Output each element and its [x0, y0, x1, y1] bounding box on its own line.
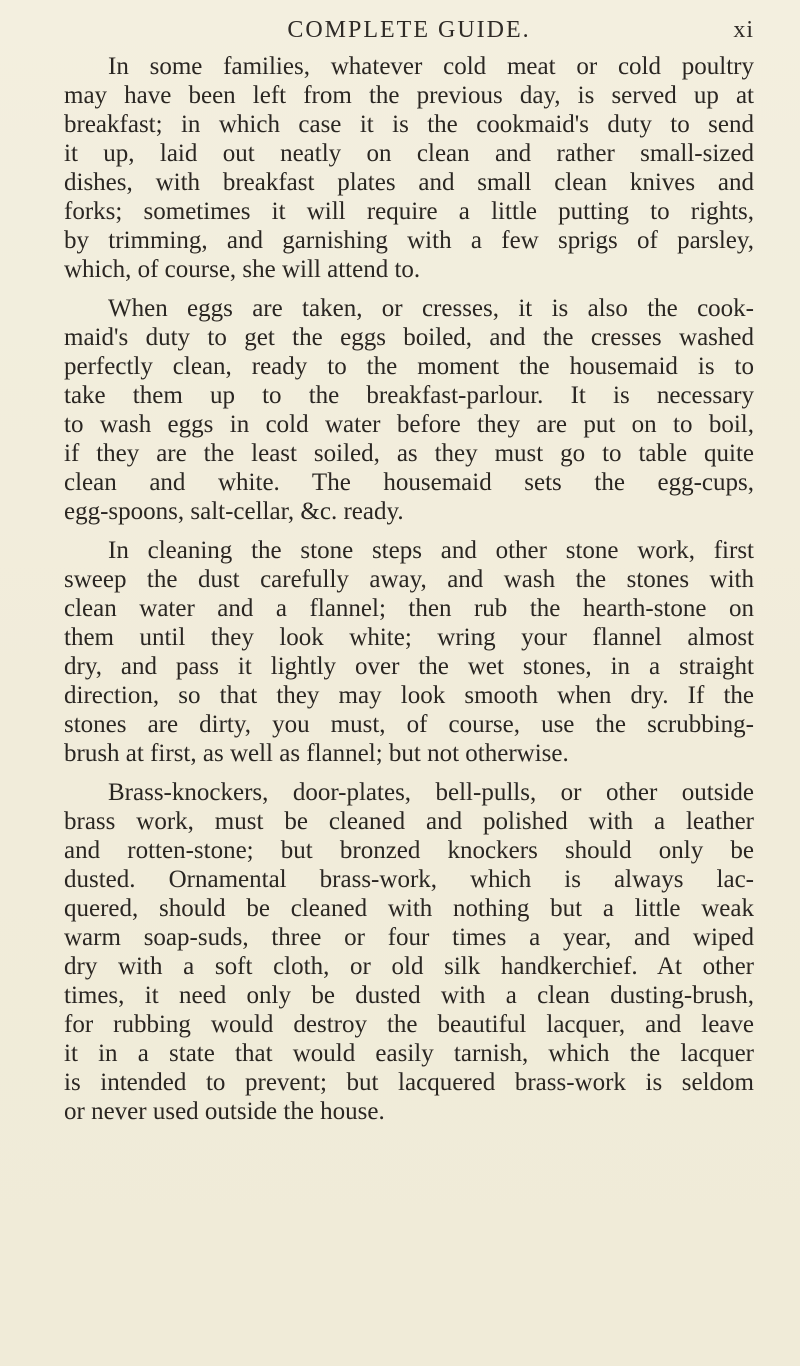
paragraph-eggs-cresses: [64, 294, 754, 526]
text-line: perfectly clean, ready to the moment the housemaid is to: [64, 353, 754, 380]
text-line: clean and white. The housemaid sets the egg-cups,: [64, 469, 754, 496]
paragraph-brass-work: [64, 778, 754, 1126]
text-line: breakfast; in which case it is the cookmaid's duty to send: [64, 111, 754, 138]
text-line: When eggs are taken, or cresses, it is also the cook-: [108, 295, 754, 322]
text-line: by trimming, and garnishing with a few sprigs of parsley,: [64, 227, 754, 254]
text-line: dry with a soft cloth, or old silk handkerchief. At other: [64, 953, 754, 980]
text-line: if they are the least soiled, as they must go to table quite: [64, 440, 754, 467]
text-body: [64, 52, 754, 1136]
text-line: it in a state that would easily tarnish, which the lacquer: [64, 1040, 754, 1067]
text-line: brass work, must be cleaned and polished with a leather: [64, 808, 754, 835]
text-line: it up, laid out neatly on clean and rather small-sized: [64, 140, 754, 167]
text-line: for rubbing would destroy the beautiful lacquer, and leave: [64, 1011, 754, 1038]
text-line: which, of course, she will attend to.: [64, 256, 421, 283]
text-line: warm soap-suds, three or four times a year, and wiped: [64, 924, 754, 951]
paragraph-stone-steps: [64, 536, 754, 768]
text-line: or never used outside the house.: [64, 1098, 385, 1125]
text-line: take them up to the breakfast-parlour. It is necessary: [64, 382, 754, 409]
text-line: dishes, with breakfast plates and small clean knives and: [64, 169, 754, 196]
text-line: stones are dirty, you must, of course, use the scrubbing-: [64, 711, 754, 738]
text-line: forks; sometimes it will require a little putting to rights,: [64, 198, 754, 225]
page-number: xi: [733, 17, 754, 43]
text-line: In cleaning the stone steps and other stone work, first: [108, 537, 754, 564]
text-line: quered, should be cleaned with nothing but a little weak: [64, 895, 754, 922]
text-line: dusted. Ornamental brass-work, which is always lac-: [64, 866, 754, 893]
text-line: times, it need only be dusted with a clean dusting-brush,: [64, 982, 754, 1009]
text-line: them until they look white; wring your flannel almost: [64, 624, 754, 651]
text-line: is intended to prevent; but lacquered brass-work is seldom: [64, 1069, 754, 1096]
text-line: In some families, whatever cold meat or cold poultry: [108, 53, 754, 80]
text-line: direction, so that they may look smooth when dry. If the: [64, 682, 754, 709]
text-line: clean water and a flannel; then rub the hearth-stone on: [64, 595, 754, 622]
text-line: may have been left from the previous day, is served up at: [64, 82, 754, 109]
running-header: [64, 10, 754, 50]
text-line: sweep the dust carefully away, and wash the stones with: [64, 566, 754, 593]
running-title: COMPLETE GUIDE.: [287, 17, 531, 43]
text-line: dry, and pass it lightly over the wet stones, in a straight: [64, 653, 754, 680]
text-line: brush at first, as well as flannel; but not otherwise.: [64, 740, 569, 767]
text-line: and rotten-stone; but bronzed knockers should only be: [64, 837, 754, 864]
text-line: Brass-knockers, door-plates, bell-pulls, or other outside: [108, 779, 754, 806]
text-line: maid's duty to get the eggs boiled, and the cresses washed: [64, 324, 754, 351]
text-line: egg-spoons, salt-cellar, &c. ready.: [64, 498, 404, 525]
text-line: to wash eggs in cold water before they are put on to boil,: [64, 411, 754, 438]
paragraph-breakfast-meat: [64, 52, 754, 284]
